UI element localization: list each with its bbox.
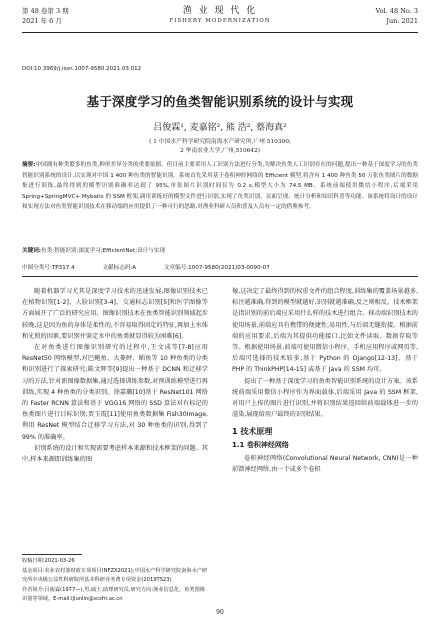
section-heading: 1 技术原理 [232, 427, 273, 437]
intro-paragraph-2: 在对鱼类进行图像识别研究的过程中,王文成等[7-8]应用 ResNet50 网络模型,对巴鲍鱼、大菱鲆、鲳鱼等 10 种鱼类的分类和识别进行了探索研究;陈文辉等[9]提出一种基于 DCNN 和迁移学习的方法,针对新图像数据集,通过选择训练参数,对预训练模型进行再训练,实现 4 种鱼类的分类识别。徐嘉璐[10]基于 ResNet101 网络的 Faster RCNN 算法和基于 VGG16 网络的 SSD 算法对有标记的鱼类图片进行目标识别;贾玉霞[11]使用鱼类数据集 Fish30Image,利用 ResNet 模型结合迁移学习方法,对 30 种鱼类的识别,得到了 99% 的准确率。 [22, 344, 208, 441]
keywords-label: 关键词: [22, 248, 42, 254]
footnotes [22, 554, 208, 605]
running-header [22, 6, 418, 46]
intro-paragraph-3: 识别系统的设计和实现需要考虑样本来源和技术框架的问题。其中,样本来源即训练集的图 [22, 444, 208, 464]
date-en: Jun. 2021 [386, 17, 418, 25]
volume-issue-en: Vol. 48 No. 3 [375, 7, 418, 15]
intro-paragraph-4: 像,这决定了最终得到的权重文件的组合程度,训练集的覆盖场景越多,标注越准确,得到的模型就越好,识别就越准确,反之则相反。技术框架是指识别的前后端应采用什么样的技术进行组合。移动端识别技术的使用场景,前端应具有携带的便捷性,易用性,与后端无缝衔接。根据前端的应用要求,后端为其提供功能接口,比如文件读取、数据存取等等。根据使用场景,前端可使用微信小程序、手机应用程序或网页等,后端可选择的技术较多,基于 Python 的 Django[12-13]、基于 PHP 的 ThinkPHP[14-15] 或基于 Java 的 SSM 均可。 [232, 288, 418, 374]
footnote-received: 收稿日期:2021-03-26 [22, 558, 75, 564]
section-paragraph: 卷积神经网络(Convolutional Neural Network, CNN)是一种前馈神经网络,由一个或多个卷积 [232, 454, 418, 474]
article-number: 文章编号:1007-9580(2021)03-0090-07 [163, 265, 270, 271]
affiliation-1: ( 1 中国水产科学研究院南海水产研究所,广州 510300; [149, 139, 291, 145]
footnote-funding: 基金项目:农业农村部财政专项项目(NFZX2021);中国水产科学研究院南海水产研究所中央级公益性科研院所基本科研业务费专项资金(2019TS23) [22, 567, 208, 584]
journal-name-en: FISHERY MODERNIZATION [169, 18, 271, 24]
abstract [22, 160, 418, 213]
body-left-column [22, 286, 208, 465]
volume-issue-cn: 第 48 卷第 3 期 [22, 7, 69, 15]
footnote-rule [22, 554, 82, 555]
header-center [22, 6, 418, 26]
document-code: 文献标志码:A [102, 265, 137, 271]
keywords-text: 鱼类;智能识别;深度学习;EfficientNet;设计与实现 [41, 248, 166, 254]
header-rule [22, 32, 418, 33]
abstract-text: 中国拥有种类繁多的鱼类,种形差异分类的重要依据。但目前主要采用人工识别方法进行分类,为解决鱼类人工识别存在的问题,提出一种基于深度学习的鱼类智能识别系统的设计,以实现对中国 1 400 种鱼类的智能识别。系统首先采用基于卷积神经网络的 Efficient 模型,将含有 1 400 种鱼类 50 万张鱼类图片的数据集进行训练,最终得到的模型识别准确率达到了 95%,单张图片识别时间仅为 0.2 s,模型大小为 74.5 MB。系统前端使用微信小程序,后端采用 Spring+SpringMVC+ Mybatis 的 SSM 框架,调用训练好的模型文件进行识别,实现了鱼类识别、页面呈现、统计分析和知识科普等功能。该系统将设计的设计和实现方法对鱼类智能识别技术在移动端的应用提供了一种可行的思路,对渔业科研人员和普及人员有一定的借鉴参考。 [22, 162, 418, 211]
intro-paragraph-5: 提出了一种基于深度学习的鱼类智能识别系统的设计方案。该系统前端采用微信小程序作为界面载体,后端采用 Java 的 SSM 框架,对用户上传的图片进行识别,并将识别结果返回给前端载体进一步的渲染,展现给用户最终的识别结果。 [232, 377, 418, 419]
journal-name-cn: 渔 业 现 代 化 [182, 6, 258, 16]
subsection-heading: 1.1 卷积神经网络 [232, 440, 289, 449]
header-right [376, 6, 418, 26]
article-title: 基于深度学习的鱼类智能识别系统的设计与实现 [86, 94, 354, 109]
keywords [22, 246, 418, 254]
classification-line [22, 263, 418, 271]
abstract-separator [22, 276, 418, 277]
page-number: 90 [216, 609, 224, 616]
intro-paragraph-1: 随着机器学习尤其是深度学习技术的迅速发展,图像识别技术已在植物识别[1-2]、人脸识别[3-4]、交通标志识别[5]和医学图像等方面展开了广泛的研究应用。图像识别技术在鱼类智能识别领域起步较晚,这是因为鱼的身体是柔性的,不容易取得固定的特征,再加上水体和光照的因素,要识别并鉴定水中的鱼类就显得较为困难[6]。 [22, 288, 208, 340]
body-right-column [232, 286, 418, 475]
abstract-label: 摘要: [22, 162, 36, 168]
affiliation-2: 2 华南农业大学,广州,510642) [180, 148, 260, 154]
doi: DOI:10.3969/j.issn.1007-9580.2021.03.012 [22, 66, 142, 72]
footnote-author: 作者简介:吕俊霖(1977—),男,硕士,助理研究员,研究方向:渔业信息化。鱼类图像识别等领域。E-mail:ljlunlin@scsfri.ac.cn [22, 586, 205, 603]
date-cn: 2021 年 6 月 [22, 17, 62, 25]
authors: 吕俊霖¹, 麦嘉铭², 熊 浩², 蔡海真² [153, 123, 287, 133]
clc-number: 中图分类号:TP317.4 [22, 265, 75, 271]
